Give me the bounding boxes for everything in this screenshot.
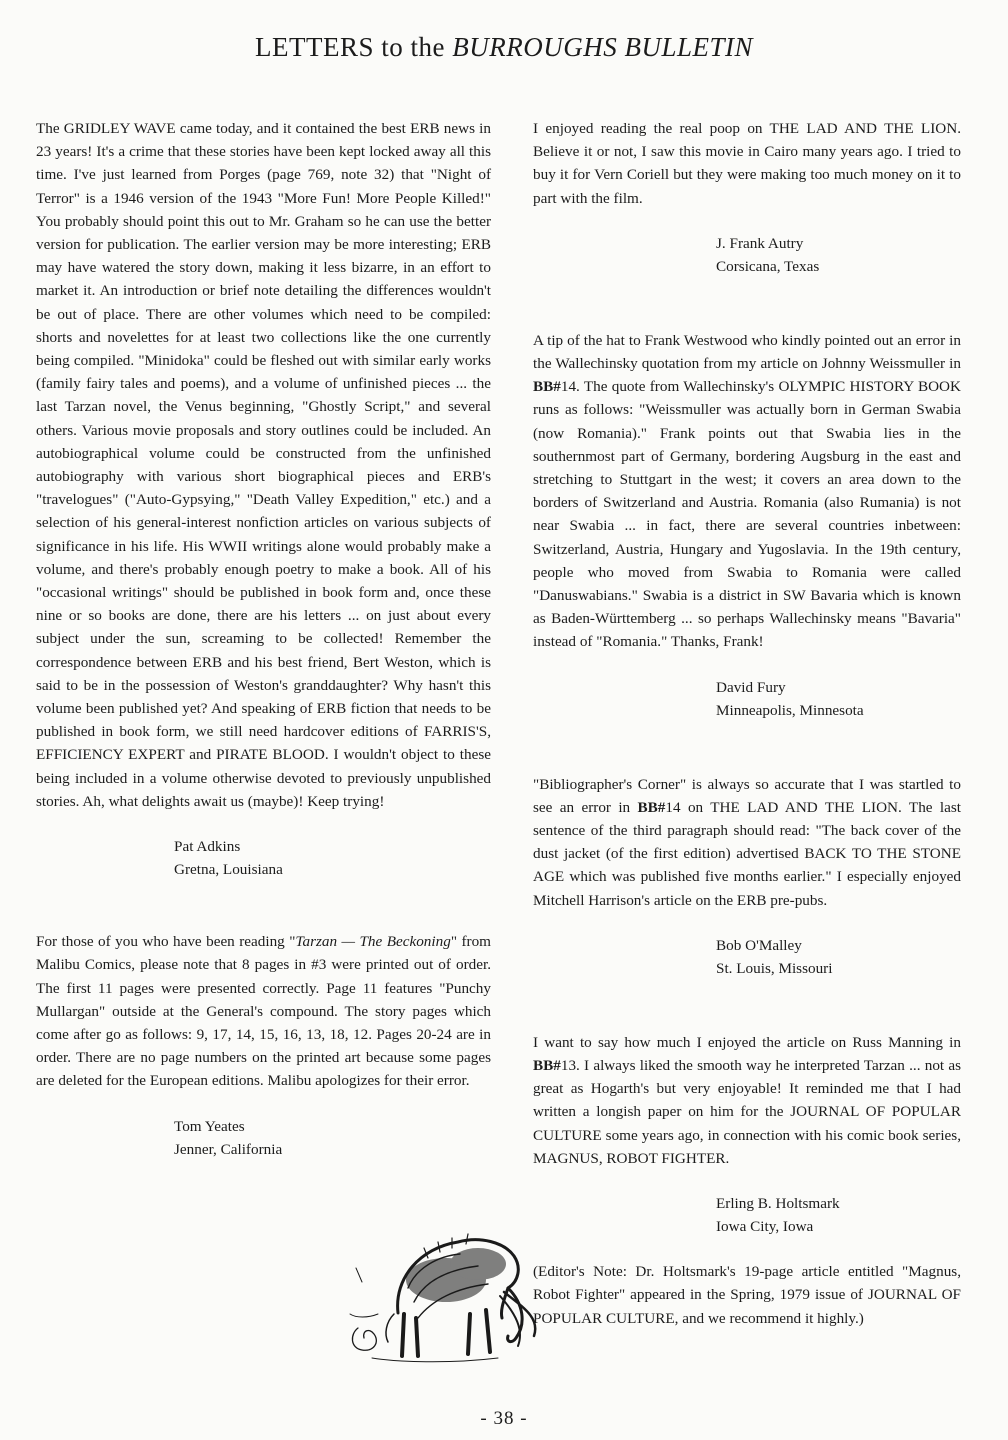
right-column <box>533 117 961 1330</box>
page-number: - 38 - <box>480 1408 528 1429</box>
letter-russ-manning: I want to say how much I enjoyed the article on Russ Manning in BB#13. I always liked the smooth way he interpreted Tarzan ... not as great as Hogarth's but very enjoyable! It reminded me that I had written a longish paper on him for the JOURNAL OF POPULAR CULTURE some years ago, in connection with his comic book series, MAGNUS, ROBOT FIGHTER. <box>533 1033 961 1167</box>
title-plain: LETTERS to the <box>255 32 453 62</box>
letter-bibliographers-corner: "Bibliographer's Corner" is always so accurate that I was startled to see an error in BB#14 on THE LAD AND THE LION. The last sentence of the third paragraph should read: "The back cover of the dust jacket (of the first edition) advertised BACK TO THE STONE AGE which was published five months earlier." I especially enjoyed Mitchell Harrison's article on the ERB pre-pubs. <box>533 775 961 909</box>
signature-place: Gretna, Louisiana <box>174 861 283 879</box>
page-title <box>0 32 1008 63</box>
signature-place: Corsicana, Texas <box>716 257 820 275</box>
letter-tarzan-beckoning: For those of you who have been reading "Tarzan — The Beckoning" from Malibu Comics, please note that 8 pages in #3 were printed out of order. The first 11 pages were presented correctly. Page 11 features "Punchy Mullargan" outside at the General's compound. The story pages which come after go as follows: 9, 17, 14, 15, 16, 13, 18, 12. Pages 20-24 are in order. There are no page numbers on the printed art because some pages are deleted for the European editions. Malibu apologizes for their error. <box>36 933 491 1090</box>
letter-lad-and-lion: I enjoyed reading the real poop on THE LAD AND THE LION. Believe it or not, I saw this movie in Cairo many years ago. I tried to buy it for Vern Coriell but they were making too much money on it to part with the film. <box>533 120 961 207</box>
signature-place: Jenner, California <box>174 1140 283 1158</box>
signature-tom-yeates <box>174 1115 491 1161</box>
letter-gridley-wave: The GRIDLEY WAVE came today, and it contained the best ERB news in 23 years! It's a crime that these stories have been kept locked away all this time. I've just learned from Porges (page 769, note 32) that "Night of Terror" is a 1946 version of the 1943 "More Fun! More People Killed!" You probably should point this out to Mr. Graham so he can use the better version for publication. The earlier version may be more interesting; ERB may have watered the story down, making it less bizarre, in an effort to market it. An introduction or brief note detailing the differences wouldn't be out of place. There are other volumes which need to be compiled: shorts and novelettes for at least two collections like the one currently being compiled. "Minidoka" could be fleshed out with similar early works (family fairy tales and poems), and a volume of unfinished pieces ... the last Tarzan novel, the Venus beginning, "Ghostly Script," and several others. Various movie proposals and story outlines could be included. An autobiographical volume could be constructed from the unfinished autobiography with various short biographical pieces and ERB's "travelogues" ("Auto-Gypsying," "Death Valley Expedition," etc.) and a selection of his general-interest nonfiction articles on various subjects of significance in his life. His WWII writings alone would probably make a volume, and there's probably enough poetry to make a book. All of his "occasional writings" should be published in book form and, once these nine or so books are done, there are his letters ... on just about every subject under the sun, screaming to be collected! Remember the correspondence between ERB and his best friend, Bert Weston, which is said to be in the possession of Weston's granddaughter? Why hasn't this volume been published yet? And speaking of ERB fiction that needs to be published in book form, we still need hardcover editions of FARRIS'S, EFFICIENCY EXPERT and PIRATE BLOOD. I wouldn't object to these being included in a volume otherwise devoted to previously unpublished stories. Ah, what delights await us (maybe)! Keep trying! <box>36 120 491 810</box>
signature-name: J. Frank Autry <box>716 234 804 252</box>
signature-erling-holtsmark <box>716 1192 961 1238</box>
letter-swabia: A tip of the hat to Frank Westwood who kindly pointed out an error in the Wallechinsky quotation from my article on Johnny Weissmuller in BB#14. The quote from Wallechinsky's OLYMPIC HISTORY BOOK runs as follows: "Weissmuller was actually born in German Swabia (now Romania)." Frank points out that Swabia lies in the southernmost part of Germany, bordering Augsburg in the east and stretching to Stuttgart in the west; it covers an area down to the borders of Switzerland and Austria. Romania (also Rumania) is not near Swabia ... in fact, there are several countries inbetween: Switzerland, Austria, Hungary and Yugoslavia. In the 19th century, people who moved from Swabia to Romania were called "Danuswabians." Swabia is a district in SW Bavaria which is known as Baden-Württemberg ... so perhaps Wallechinsky means "Bavaria" instead of "Romania." Thanks, Frank! <box>533 331 961 651</box>
signature-bob-omalley <box>716 934 961 980</box>
mammoth-icon <box>328 1218 540 1368</box>
signature-frank-autry <box>716 232 961 278</box>
signature-place: St. Louis, Missouri <box>716 959 833 977</box>
editors-note: (Editor's Note: Dr. Holtsmark's 19-page article entitled "Magnus, Robot Fighter" appeared in the Spring, 1979 issue of JOURNAL OF POPULAR CULTURE, and we recommend it highly.) <box>533 1263 961 1327</box>
signature-name: Bob O'Malley <box>716 936 802 954</box>
signature-name: Pat Adkins <box>174 838 241 856</box>
left-column <box>36 117 491 1161</box>
signature-name: David Fury <box>716 678 786 696</box>
signature-place: Minneapolis, Minnesota <box>716 701 864 719</box>
signature-david-fury <box>716 676 961 722</box>
title-italic: BURROUGHS BULLETIN <box>452 32 753 62</box>
comic-title: Tarzan — The Beckoning <box>295 933 451 951</box>
signature-name: Tom Yeates <box>174 1117 245 1135</box>
signature-name: Erling B. Holtsmark <box>716 1195 840 1213</box>
signature-place: Iowa City, Iowa <box>716 1218 814 1236</box>
signature-pat-adkins <box>174 835 491 881</box>
